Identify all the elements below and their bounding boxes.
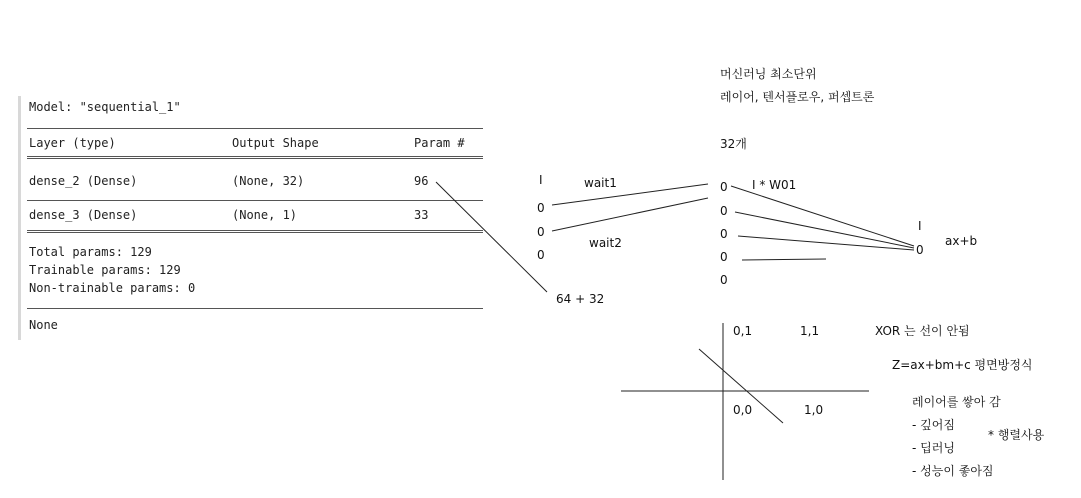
output-node: 0 [916,243,924,257]
row-layer: dense_3 (Dense) [29,208,138,222]
bullet-deeper: - 깊어짐 [912,418,955,432]
weight-line [742,259,826,260]
input-node: 0 [537,248,545,262]
input-node: 0 [537,225,545,239]
input-node: 0 [537,201,545,215]
bullet-performance: - 성능이 좋아짐 [912,464,994,478]
row-output-shape: (None, 1) [232,208,298,222]
header-layer: Layer (type) [29,136,116,150]
model-title: Model: "sequential_1" [29,100,181,114]
row-output-shape: (None, 32) [232,174,305,188]
summary-footer: None [29,318,58,332]
hidden-node: 0 [720,180,728,194]
plane-equation: Z=ax+bm+c 평면방정식 [892,358,1033,372]
node-count: 32개 [720,137,747,151]
point-0-0: 0,0 [733,403,753,417]
xor-title: XOR 는 선이 안됨 [875,324,970,338]
point-1-0: 1,0 [804,403,824,417]
param-calc: 64 + 32 [556,292,605,306]
heading-layer: 레이어, 텐서플로우, 퍼셉트론 [720,90,875,104]
weight-line [552,198,708,231]
weight-line [552,184,708,205]
stacking-note: 레이어를 쌓아 감 [912,395,1001,409]
header-output-shape: Output Shape [232,136,319,150]
matrix-note: * 행렬사용 [988,428,1045,442]
input-label: I [539,173,543,187]
annotation-line [436,182,547,292]
point-0-1: 0,1 [733,324,753,338]
non-trainable-params: Non-trainable params: 0 [29,281,196,295]
hidden-node: 0 [720,250,728,264]
weight-label: I * W01 [752,178,797,192]
bullet-deep-learning: - 딥러닝 [912,441,955,455]
total-params: Total params: 129 [29,245,152,259]
wait1-label: wait1 [584,176,617,190]
wait2-label: wait2 [589,236,622,250]
point-1-1: 1,1 [800,324,820,338]
header-params: Param # [414,136,465,150]
hidden-node: 0 [720,273,728,287]
output-top-label: I [918,219,922,233]
trainable-params: Trainable params: 129 [29,263,181,277]
row-layer: dense_2 (Dense) [29,174,138,188]
hidden-node: 0 [720,204,728,218]
weight-line [731,186,914,246]
heading-ml: 머신러닝 최소단위 [720,67,817,81]
formula-label: ax+b [945,234,978,248]
hidden-node: 0 [720,227,728,241]
row-params: 96 [414,174,429,188]
row-params: 33 [414,208,429,222]
